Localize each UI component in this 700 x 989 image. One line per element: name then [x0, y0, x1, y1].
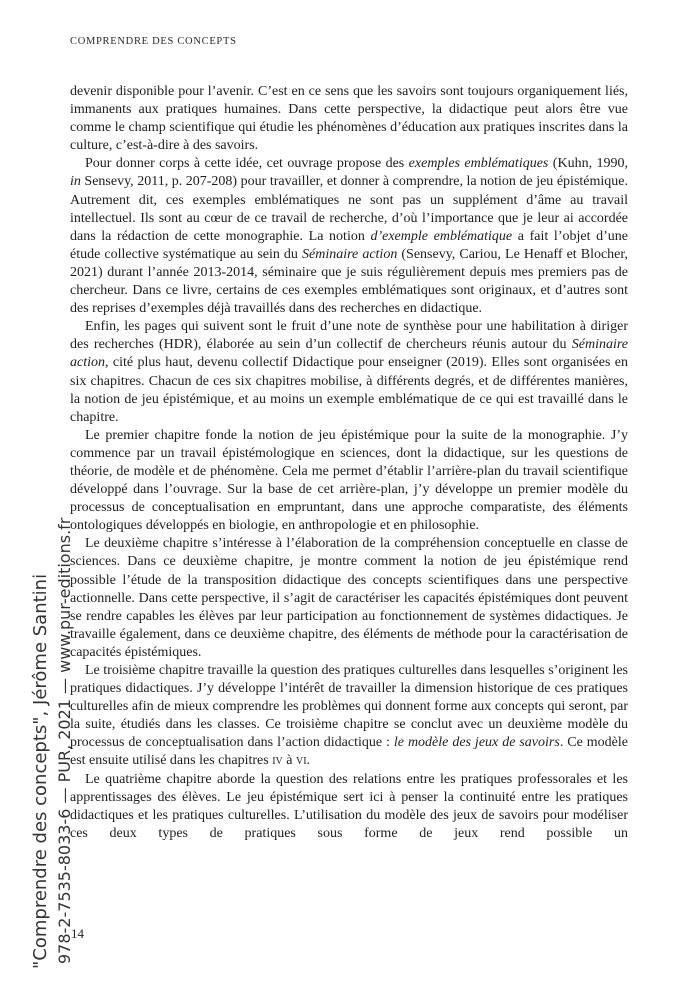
paragraph — [70, 771, 628, 843]
watermark-isbn-publisher: 978-2-7535-8033-6 — PUR, 2021 — www.pur-editions.fr — [55, 517, 74, 964]
running-header: COMPRENDRE DES CONCEPTS — [70, 36, 237, 47]
small-caps-text: iv — [272, 753, 283, 769]
watermark-title-author: "Comprendre des concepts", Jérôme Santini — [30, 573, 51, 969]
text-segment: Enfin, les pages qui suivent sont le fruit d’une note de synthèse pour une habilitation à diriger des recherches (HDR), élaborée au sein d’un collectif de chercheurs réunis autour du — [70, 319, 628, 353]
text-segment: (Kuhn, 1990, — [548, 156, 628, 172]
text-segment: Le troisième chapitre travaille la question des pratiques culturelles dans lesquelles s’originent les pratiques didactiques. J’y développe l’intérêt de travailler la dimension historique de ces pratiques culturelles afin de mieux comprendre les problèmes qui donnent forme aux concepts qui seront, par la suite, étudiés dans les classes. Ce troisième chapitre se conclut avec un deuxième modèle du processus de conceptualisation dans l’action didactique : — [70, 663, 628, 751]
text-segment: Sensevy, 2011, p. 207-208) pour travailler, et donner à comprendre, la notion de jeu épistémique. Autrement dit, ces exemples emblématiques ne sont pas un supplément d’âme au travail intellectuel. Ils sont au cœur de ce travail de recherche, d’où l’importance que je leur ai accordée dans la rédaction de cette monographie. La notion — [70, 174, 628, 244]
text-segment: Le quatrième chapitre aborde la question des relations entre les pratiques professorales et les apprentissages des élèves. Le jeu épistémique sert ici à penser la continuité entre les pratiques didactiques et les pratiques culturelles. L’utilisation du modèle des jeux de savoirs pour modéliser ces deux types de pratiques sous forme de jeux rend possible un — [70, 771, 628, 841]
italic-text: le modèle des jeux de savoirs — [393, 735, 560, 751]
italic-text: Séminaire action — [70, 337, 628, 371]
text-segment: Le deuxième chapitre s’intéresse à l’élaboration de la compréhension conceptuelle en classe de sciences. Dans ce deuxième chapitre, je montre comment la notion de jeu épistémique rend possible l’étude de la transposition didactique des concepts scientifiques dans une perspective actionnelle. Dans cette perspective, il s’agit de caractériser les capacités épistémiques dont peuvent se rendre capables les élèves par leur participation au fonctionnement de systèmes didactiques. Je travaille également, dans ce deuxième chapitre, des éléments de méthode pour la caractérisation de capacités épistémiques. — [70, 536, 628, 660]
paragraph — [70, 83, 628, 155]
body-text — [70, 83, 628, 843]
text-segment: Le premier chapitre fonde la notion de jeu épistémique pour la suite de la monographie. J’y commence par un travail épistémologique en sciences, dont la didactique, sur les questions de théorie, de modèle et de phénomène. Cela me permet d’établir l’arrière-plan du travail scientifique développé dans l’ouvrage. Sur la base de cet arrière-plan, j’y développe un premier modèle du processus de conceptualisation en empruntant, dans une approche comparatiste, des éléments ontologiques développés en biologie, en anthropologie et en philosophie. — [70, 427, 628, 534]
small-caps-text: vi — [295, 753, 307, 769]
text-segment: à — [282, 753, 296, 769]
text-segment: Pour donner corps à cette idée, cet ouvrage propose des — [85, 156, 409, 172]
text-segment: devenir disponible pour l’avenir. C’est en ce sens que les savoirs sont toujours organiquement liés, immanents aux pratiques humaines. Dans cette perspective, la didactique peut alors être vue comme le champ scientifique qui étudie les phénomènes d’éducation aux pratiques inscrites dans la culture, c’est-à-dire à des savoirs. — [70, 84, 628, 154]
paragraph — [70, 427, 628, 536]
italic-text: Séminaire action — [302, 246, 398, 262]
text-segment: . — [306, 753, 311, 769]
italic-text: d’exemple emblématique — [370, 228, 513, 244]
paragraph — [70, 318, 628, 427]
page-number: 14 — [71, 926, 84, 941]
paragraph — [70, 155, 628, 318]
italic-text: in — [70, 174, 81, 190]
text-segment: , cité plus haut, devenu collectif Didactique pour enseigner (2019). Elles sont organisées en six chapitres. Chacun de ces six chapitres mobilise, à différents degrés, et de différentes manières, la notion de jeu épistémique, et au moins un exemple emblématique de ce qui est travaillé dans le chapitre. — [70, 355, 628, 425]
text-segment: . Ce modèle est ensuite utilisé dans les chapitres — [70, 735, 628, 769]
italic-text: exemples emblématiques — [408, 156, 549, 172]
paragraph — [70, 535, 628, 662]
text-segment: a fait l’objet d’une étude collective systématique au sein du — [70, 228, 628, 262]
paragraph — [70, 662, 628, 771]
text-segment: (Sensevy, Cariou, Le Henaff et Blocher, 2021) durant l’année 2013-2014, séminaire que je suis régulièrement depuis mes premiers pas de chercheur. Dans ce livre, certains de ces exemples emblématiques sont originaux, et d’autres sont des reprises d’exemples déjà travaillés dans des recherches en didactique. — [70, 246, 628, 317]
